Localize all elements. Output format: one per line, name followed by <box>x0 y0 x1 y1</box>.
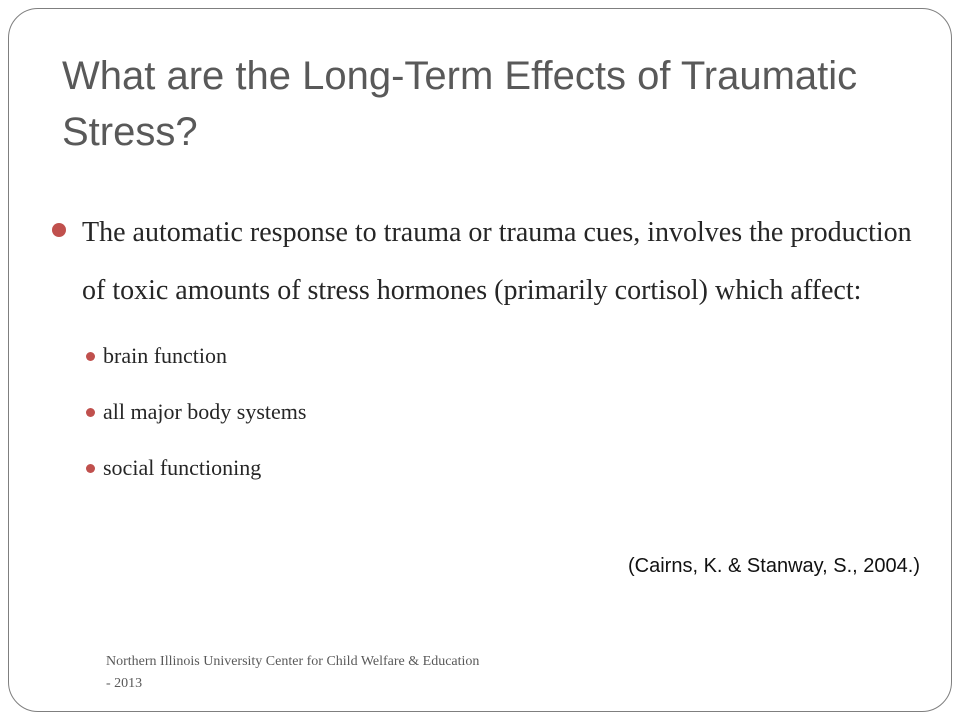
sub-bullet-item <box>82 384 936 440</box>
sub-bullet-item <box>82 440 936 496</box>
sub-bullet-text: all major body systems <box>103 399 307 424</box>
bullet-list <box>46 204 936 496</box>
bullet-text: The automatic response to trauma or trauma cues, involves the production of toxic amounts of stress hormones (primarily cortisol) which affect: <box>82 217 912 306</box>
sub-bullet-dot-icon <box>86 464 95 473</box>
sub-bullet-text: social functioning <box>103 455 262 480</box>
sub-bullet-dot-icon <box>86 408 95 417</box>
slide-footer: Northern Illinois University Center for Child Welfare & Education - 2013 <box>106 654 480 691</box>
slide-title: What are the Long-Term Effects of Traumatic Stress? <box>62 54 858 154</box>
sub-bullet-dot-icon <box>86 352 95 361</box>
bullet-item <box>46 204 936 496</box>
citation: (Cairns, K. & Stanway, S., 2004.) <box>628 555 920 577</box>
bullet-dot-icon <box>52 223 66 237</box>
sub-bullet-list <box>82 328 936 496</box>
sub-bullet-item <box>82 328 936 384</box>
sub-bullet-text: brain function <box>103 343 228 368</box>
